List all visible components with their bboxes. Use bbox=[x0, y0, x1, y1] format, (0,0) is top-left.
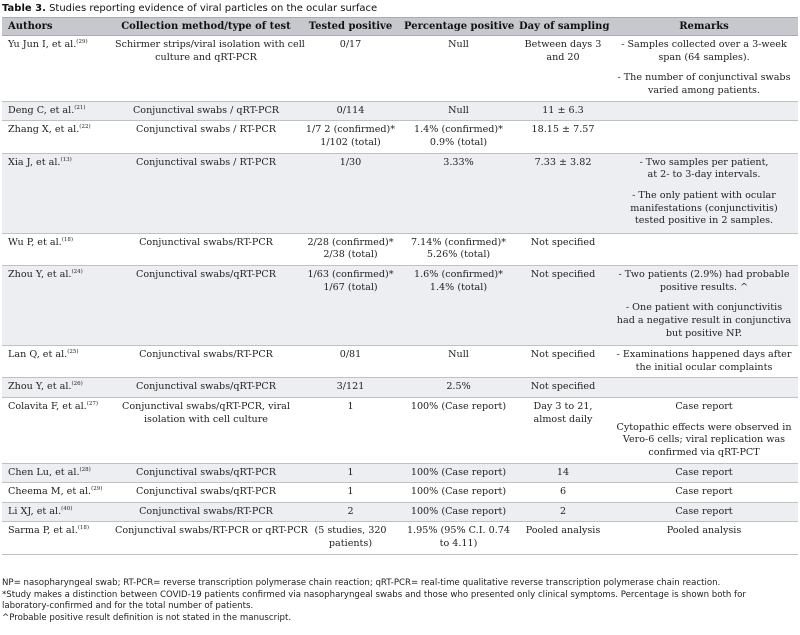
header-tested: Tested positive bbox=[300, 18, 401, 36]
cell-tested-positive bbox=[300, 265, 401, 345]
table-caption bbox=[2, 1, 377, 16]
cell-percentage-positive bbox=[401, 345, 516, 377]
remark-paragraph bbox=[613, 72, 795, 97]
tested-line: 1 bbox=[347, 466, 354, 478]
author-name: Colavita F, et al. bbox=[8, 400, 87, 412]
cell-author bbox=[2, 233, 112, 265]
day-line: Not specified bbox=[530, 236, 596, 248]
percentage-line: 100% (Case report) bbox=[410, 505, 507, 517]
cell-tested-positive bbox=[300, 121, 401, 153]
percentage-line: Null bbox=[448, 39, 469, 50]
table-body bbox=[2, 36, 798, 555]
remark-line: Case report bbox=[675, 486, 733, 498]
percentage-line: 0.9% (total) bbox=[429, 136, 488, 148]
remark-paragraph bbox=[613, 302, 795, 340]
remark-line: Vero-6 cells; viral replication was bbox=[622, 434, 786, 446]
percentage-line: 100% (Case report) bbox=[410, 400, 507, 412]
cell-remarks bbox=[610, 502, 798, 522]
day-line: Not specified bbox=[530, 381, 596, 393]
percentage-line: 100% (Case report) bbox=[410, 466, 507, 478]
author-name: Zhang X, et al. bbox=[8, 124, 80, 136]
cell-remarks bbox=[610, 121, 798, 153]
cell-author bbox=[2, 101, 112, 121]
method-line: Conjunctival swabs/qRT-PCR bbox=[136, 268, 276, 280]
table-footnotes bbox=[2, 578, 798, 624]
cell-tested-positive bbox=[300, 378, 401, 398]
cell-tested-positive bbox=[300, 153, 401, 233]
tested-line: 0/114 bbox=[336, 104, 365, 116]
percentage-line: 1.6% (confirmed)* bbox=[414, 268, 503, 280]
reference-number: (29) bbox=[91, 486, 103, 493]
cell-author bbox=[2, 153, 112, 233]
cell-author bbox=[2, 378, 112, 398]
method-line: Conjunctival swabs/qRT-PCR, viral bbox=[122, 400, 290, 412]
cell-day-of-sampling bbox=[516, 153, 610, 233]
cell-author bbox=[2, 345, 112, 377]
cell-method bbox=[112, 233, 300, 265]
cell-author bbox=[2, 397, 112, 463]
table-row bbox=[2, 397, 798, 463]
cell-method bbox=[112, 378, 300, 398]
table-row bbox=[2, 345, 798, 377]
tested-line: 2/38 (total) bbox=[323, 249, 378, 261]
reference-number: (29) bbox=[76, 39, 88, 45]
cell-remarks bbox=[610, 265, 798, 345]
reference-number: (22) bbox=[79, 124, 91, 131]
remark-line: confirmed via qRT-PCT bbox=[648, 446, 760, 458]
method-line: Conjunctival swabs/qRT-PCR bbox=[136, 381, 276, 393]
method-line: Conjunctival swabs / RT-PCR bbox=[136, 124, 276, 136]
method-line: Conjunctival swabs / RT-PCR bbox=[136, 156, 276, 168]
reference-number: (26) bbox=[71, 381, 83, 388]
day-line: Not specified bbox=[530, 348, 596, 360]
remark-paragraph bbox=[613, 525, 795, 538]
cell-remarks bbox=[610, 397, 798, 463]
table-row bbox=[2, 153, 798, 233]
reference-number: (18) bbox=[77, 525, 90, 532]
remark-line: - Samples collected over a 3-week bbox=[621, 39, 787, 50]
header-day: Day of sampling bbox=[516, 18, 610, 36]
cell-method bbox=[112, 483, 300, 503]
header-authors: Authors bbox=[2, 18, 112, 36]
table-row bbox=[2, 502, 798, 522]
cell-day-of-sampling bbox=[516, 101, 610, 121]
cell-day-of-sampling bbox=[516, 378, 610, 398]
author-name: Yu Jun I, et al. bbox=[8, 39, 77, 50]
cell-remarks bbox=[610, 233, 798, 265]
remark-line: - One patient with conjunctivitis bbox=[625, 302, 783, 314]
cell-percentage-positive bbox=[401, 265, 516, 345]
method-line: Conjunctival swabs/RT-PCR bbox=[139, 348, 273, 360]
reference-number: (27) bbox=[86, 400, 98, 407]
footnote-asterisk-cont: laboratory-confirmed and for the total number of patients. bbox=[2, 601, 254, 612]
reference-number: (13) bbox=[60, 156, 72, 163]
table-row bbox=[2, 378, 798, 398]
tested-line: (5 studies, 320 bbox=[314, 525, 387, 537]
cell-day-of-sampling bbox=[516, 522, 610, 554]
cell-author bbox=[2, 522, 112, 554]
reference-number: (18) bbox=[61, 236, 74, 243]
author-name: Wu P, et al. bbox=[8, 236, 62, 248]
cell-tested-positive bbox=[300, 233, 401, 265]
method-line: Conjunctival swabs/RT-PCR or qRT-PCR bbox=[115, 525, 308, 537]
remark-line: but positive NP. bbox=[665, 327, 743, 339]
cell-remarks bbox=[610, 153, 798, 233]
percentage-line: 2.5% bbox=[446, 381, 471, 393]
remark-line: varied among patients. bbox=[647, 84, 761, 96]
cell-tested-positive bbox=[300, 522, 401, 554]
tested-line: 1 bbox=[347, 400, 354, 412]
cell-remarks bbox=[610, 101, 798, 121]
percentage-line: 3.33% bbox=[443, 156, 474, 168]
cell-author bbox=[2, 121, 112, 153]
percentage-line: Null bbox=[448, 104, 469, 116]
remark-line: the initial ocular complaints bbox=[635, 361, 773, 373]
cell-author bbox=[2, 502, 112, 522]
remark-line: - The number of conjunctival swabs bbox=[617, 72, 791, 84]
author-name: Zhou Y, et al. bbox=[8, 268, 72, 280]
cell-percentage-positive bbox=[401, 101, 516, 121]
day-line: 11 ± 6.3 bbox=[542, 104, 584, 116]
percentage-line: 1.4% (total) bbox=[429, 281, 488, 293]
remark-paragraph bbox=[613, 506, 795, 519]
day-line: Day 3 to 21, bbox=[533, 400, 593, 412]
tested-line: 3/121 bbox=[336, 381, 365, 393]
tested-line: 1/30 bbox=[339, 156, 362, 168]
cell-remarks bbox=[610, 378, 798, 398]
cell-author bbox=[2, 463, 112, 483]
cell-method bbox=[112, 121, 300, 153]
cell-method bbox=[112, 265, 300, 345]
day-line: Pooled analysis bbox=[525, 525, 601, 537]
cell-tested-positive bbox=[300, 36, 401, 102]
author-name: Cheema M, et al. bbox=[8, 486, 92, 498]
author-name: Chen Lu, et al. bbox=[8, 466, 80, 478]
cell-day-of-sampling bbox=[516, 233, 610, 265]
cell-remarks bbox=[610, 522, 798, 554]
method-line: Schirmer strips/viral isolation with cell bbox=[115, 39, 305, 50]
method-line: culture and qRT-PCR bbox=[155, 51, 257, 63]
tested-line: 2/28 (confirmed)* bbox=[307, 236, 394, 248]
percentage-line: 100% (Case report) bbox=[410, 486, 507, 498]
tested-line: 0/81 bbox=[339, 348, 362, 360]
remark-line: Cytopathic effects were observed in bbox=[616, 421, 792, 433]
table-row bbox=[2, 101, 798, 121]
remark-paragraph bbox=[613, 401, 795, 414]
cell-day-of-sampling bbox=[516, 463, 610, 483]
remark-line: at 2- to 3-day intervals. bbox=[647, 169, 761, 181]
method-line: isolation with cell culture bbox=[143, 413, 268, 425]
table-caption-label: Table 3. bbox=[2, 3, 46, 14]
cell-day-of-sampling bbox=[516, 121, 610, 153]
table-row bbox=[2, 265, 798, 345]
day-line: and 20 bbox=[546, 51, 580, 63]
tested-line: 1/67 (total) bbox=[323, 281, 378, 293]
cell-tested-positive bbox=[300, 397, 401, 463]
day-line: 14 bbox=[556, 466, 570, 478]
method-line: Conjunctival swabs/RT-PCR bbox=[139, 505, 273, 517]
cell-day-of-sampling bbox=[516, 265, 610, 345]
day-line: Not specified bbox=[530, 268, 596, 280]
cell-percentage-positive bbox=[401, 483, 516, 503]
method-line: Conjunctival swabs / qRT-PCR bbox=[132, 104, 280, 116]
cell-method bbox=[112, 36, 305, 102]
header-percentage: Percentage positive bbox=[401, 18, 516, 36]
tested-line: 2 bbox=[347, 505, 354, 517]
remark-line: positive results. ^ bbox=[659, 281, 749, 293]
cell-percentage-positive bbox=[401, 502, 516, 522]
reference-number: (25) bbox=[67, 348, 79, 355]
percentage-line: Null bbox=[448, 348, 469, 360]
tested-line: patients) bbox=[328, 538, 373, 550]
cell-day-of-sampling bbox=[516, 397, 610, 463]
cell-day-of-sampling bbox=[516, 345, 610, 377]
remark-paragraph bbox=[613, 422, 795, 460]
tested-line: 1/63 (confirmed)* bbox=[307, 268, 394, 280]
cell-percentage-positive bbox=[401, 36, 516, 102]
cell-tested-positive bbox=[300, 101, 401, 121]
author-name: Lan Q, et al. bbox=[8, 348, 68, 360]
remark-paragraph bbox=[613, 269, 795, 294]
cell-percentage-positive bbox=[401, 121, 516, 153]
footnote-caret: ^Probable positive result definition is not stated in the manuscript. bbox=[2, 612, 292, 623]
remark-line: - Two samples per patient, bbox=[639, 156, 769, 168]
cell-tested-positive bbox=[300, 483, 401, 503]
cell-method bbox=[112, 101, 300, 121]
remark-paragraph bbox=[613, 467, 795, 480]
cell-percentage-positive bbox=[401, 397, 516, 463]
cell-percentage-positive bbox=[401, 233, 516, 265]
remark-line: had a negative result in conjunctiva bbox=[616, 314, 792, 326]
method-line: Conjunctival swabs/RT-PCR bbox=[139, 236, 273, 248]
remark-paragraph bbox=[613, 190, 795, 228]
tested-line: 1/102 (total) bbox=[320, 136, 381, 148]
cell-method bbox=[112, 463, 300, 483]
cell-remarks bbox=[610, 483, 798, 503]
cell-author bbox=[2, 483, 112, 503]
footnote-asterisk: *Study makes a distinction between COVID-19 patients confirmed via nasopharyngeal swabs and those who presented only clinical symptoms. Percentage is shown both for bbox=[2, 589, 746, 600]
remark-paragraph bbox=[613, 39, 795, 64]
table-row bbox=[2, 483, 798, 503]
cell-remarks bbox=[610, 36, 798, 102]
author-name: Li XJ, et al. bbox=[8, 505, 62, 517]
footnote-abbreviations: NP= nasopharyngeal swab; RT-PCR= reverse transcription polymerase chain reaction; qRT-PCR= real-time qualitative reverse transcription polymerase chain reaction. bbox=[2, 578, 721, 588]
table-row bbox=[2, 463, 798, 483]
remark-line: Case report bbox=[675, 466, 733, 478]
day-line: 7.33 ± 3.82 bbox=[534, 156, 592, 168]
cell-author bbox=[2, 36, 112, 102]
reference-number: (24) bbox=[71, 268, 83, 275]
cell-day-of-sampling bbox=[516, 502, 610, 522]
method-line: Conjunctival swabs/qRT-PCR bbox=[136, 486, 276, 498]
day-line: 6 bbox=[559, 486, 567, 498]
cell-remarks bbox=[610, 463, 798, 483]
remark-line: Pooled analysis bbox=[666, 525, 742, 537]
table-caption-text: Studies reporting evidence of viral particles on the ocular surface bbox=[45, 3, 378, 14]
day-line: 18.15 ± 7.57 bbox=[531, 124, 595, 136]
cell-method bbox=[112, 522, 308, 554]
table-row bbox=[2, 522, 798, 554]
remark-line: - Two patients (2.9%) had probable bbox=[618, 268, 790, 280]
cell-percentage-positive bbox=[401, 378, 516, 398]
cell-day-of-sampling bbox=[516, 483, 610, 503]
cell-tested-positive bbox=[300, 345, 401, 377]
cell-method bbox=[112, 397, 300, 463]
remark-line: manifestations (conjunctivitis) bbox=[630, 202, 778, 214]
remark-line: - Examinations happened days after bbox=[616, 348, 792, 360]
percentage-line: 7.14% (confirmed)* bbox=[410, 236, 507, 248]
author-name: Zhou Y, et al. bbox=[8, 381, 72, 393]
remark-line: - The only patient with ocular bbox=[632, 189, 776, 201]
cell-method bbox=[112, 345, 300, 377]
cell-remarks bbox=[610, 345, 798, 377]
header-method: Collection method/type of test bbox=[112, 18, 300, 36]
remark-line: tested positive in 2 samples. bbox=[634, 215, 774, 227]
cell-day-of-sampling bbox=[516, 36, 610, 102]
method-line: Conjunctival swabs/qRT-PCR bbox=[136, 466, 276, 478]
remark-paragraph bbox=[613, 486, 795, 499]
remark-line: span (64 samples). bbox=[658, 51, 750, 63]
studies-table bbox=[2, 17, 798, 555]
cell-percentage-positive bbox=[401, 522, 516, 554]
author-name: Xia J, et al. bbox=[8, 156, 61, 168]
reference-number: (40) bbox=[61, 505, 73, 512]
reference-number: (28) bbox=[79, 466, 91, 473]
remark-paragraph bbox=[613, 157, 795, 182]
remark-line: Case report bbox=[675, 400, 733, 412]
cell-tested-positive bbox=[300, 502, 401, 522]
tested-line: 1/7 2 (confirmed)* bbox=[305, 124, 396, 136]
header-remarks: Remarks bbox=[610, 18, 798, 36]
table-row bbox=[2, 121, 798, 153]
cell-method bbox=[112, 502, 300, 522]
author-name: Deng C, et al. bbox=[8, 104, 75, 116]
table-row bbox=[2, 233, 798, 265]
cell-percentage-positive bbox=[401, 153, 516, 233]
cell-method bbox=[112, 153, 300, 233]
tested-line: 0/17 bbox=[339, 39, 362, 50]
header-row bbox=[2, 18, 798, 36]
remark-paragraph bbox=[613, 349, 795, 374]
percentage-line: 1.4% (confirmed)* bbox=[414, 124, 503, 136]
percentage-line: to 4.11) bbox=[439, 538, 478, 550]
reference-number: (21) bbox=[74, 104, 86, 111]
remark-line: Case report bbox=[675, 505, 733, 517]
tested-line: 1 bbox=[347, 486, 354, 498]
table-row bbox=[2, 36, 798, 102]
day-line: Between days 3 bbox=[524, 39, 602, 50]
cell-tested-positive bbox=[300, 463, 401, 483]
day-line: almost daily bbox=[533, 413, 593, 425]
percentage-line: 5.26% (total) bbox=[426, 249, 491, 261]
cell-author bbox=[2, 265, 112, 345]
day-line: 2 bbox=[559, 505, 567, 517]
table-header bbox=[2, 18, 798, 36]
cell-percentage-positive bbox=[401, 463, 516, 483]
author-name: Sarma P, et al. bbox=[8, 525, 78, 537]
percentage-line: 1.95% (95% C.I. 0.74 bbox=[407, 525, 510, 537]
